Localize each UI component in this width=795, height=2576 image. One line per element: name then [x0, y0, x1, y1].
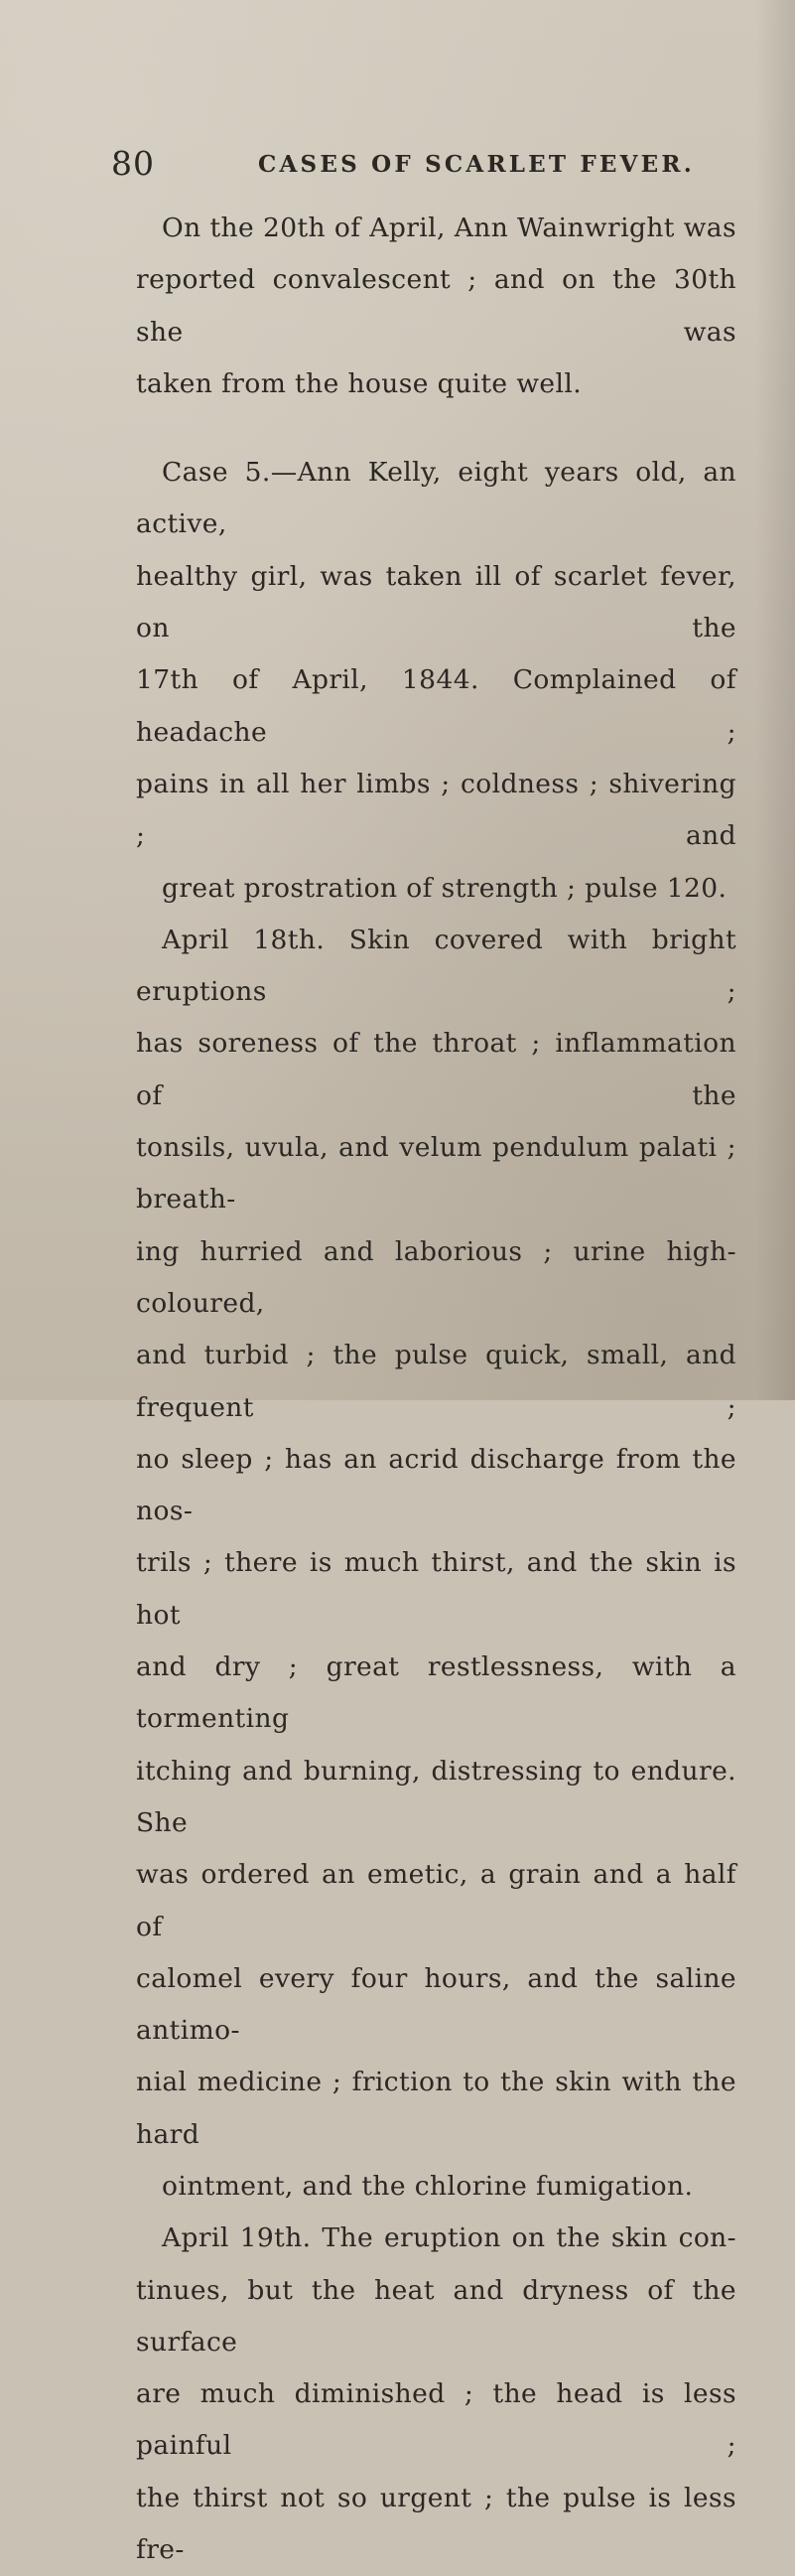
paragraph-case-5 [136, 447, 736, 915]
paragraph-april-18th [136, 915, 736, 2213]
text-line: pains in all her limbs ; coldness ; shivering ; and [136, 768, 736, 852]
text-line: On the 20th of April, Ann Wainwright was [162, 213, 736, 243]
body-text [136, 203, 736, 2576]
text-line: healthy girl, was taken ill of scarlet fever, on the [136, 560, 736, 644]
text-line: trils ; there is much thirst, and the skin is hot [136, 1547, 736, 1631]
paragraph-april-19th [136, 2213, 736, 2576]
text-line: great prostration of strength ; pulse 120. [162, 872, 728, 904]
text-line: the thirst not so urgent ; the pulse is less fre- [136, 2482, 736, 2566]
text-line: no sleep ; has an acrid discharge from the nos- [136, 1443, 736, 1527]
text-line: 17th of April, 1844. Complained of headache ; [136, 664, 736, 748]
page-edge-shadow [755, 0, 795, 1400]
text-line: calomel every four hours, and the saline antimo- [136, 1962, 736, 2047]
text-line: nial medicine ; friction to the skin with the hard [136, 2067, 736, 2150]
text-line: tinues, but the heat and dryness of the surface [136, 2274, 736, 2358]
text-line: April 19th. The eruption on the skin con- [162, 2222, 736, 2254]
text-line: ointment, and the chlorine fumigation. [162, 2170, 694, 2202]
text-line: was ordered an emetic, a grain and a half of [136, 1859, 736, 1942]
text-line: April 18th. Skin covered with bright eruptions ; [136, 924, 736, 1008]
page-number: 80 [111, 144, 155, 183]
text-line: tonsils, uvula, and velum pendulum palati ; breath- [136, 1132, 736, 1216]
paragraph-gap [136, 410, 736, 447]
text-line: and turbid ; the pulse quick, small, and frequent ; [136, 1340, 736, 1423]
text-line: has soreness of the throat ; inflammation of the [136, 1028, 736, 1111]
text-line: taken from the house quite well. [136, 367, 583, 399]
text-line: and dry ; great restlessness, with a tormenting [136, 1651, 736, 1735]
page-header [0, 139, 795, 189]
text-line: itching and burning, distressing to endure. She [136, 1755, 736, 1838]
text-line: Case 5.—Ann Kelly, eight years old, an active, [136, 457, 736, 540]
paragraph-wainwright-convalescent [136, 203, 736, 410]
running-head: CASES OF SCARLET FEVER. [258, 151, 695, 178]
text-line: ing hurried and laborious ; urine high-coloured, [136, 1235, 736, 1319]
text-line: are much diminished ; the head is less painful ; [136, 2378, 736, 2462]
text-line: reported convalescent ; and on the 30th she was [136, 264, 736, 348]
